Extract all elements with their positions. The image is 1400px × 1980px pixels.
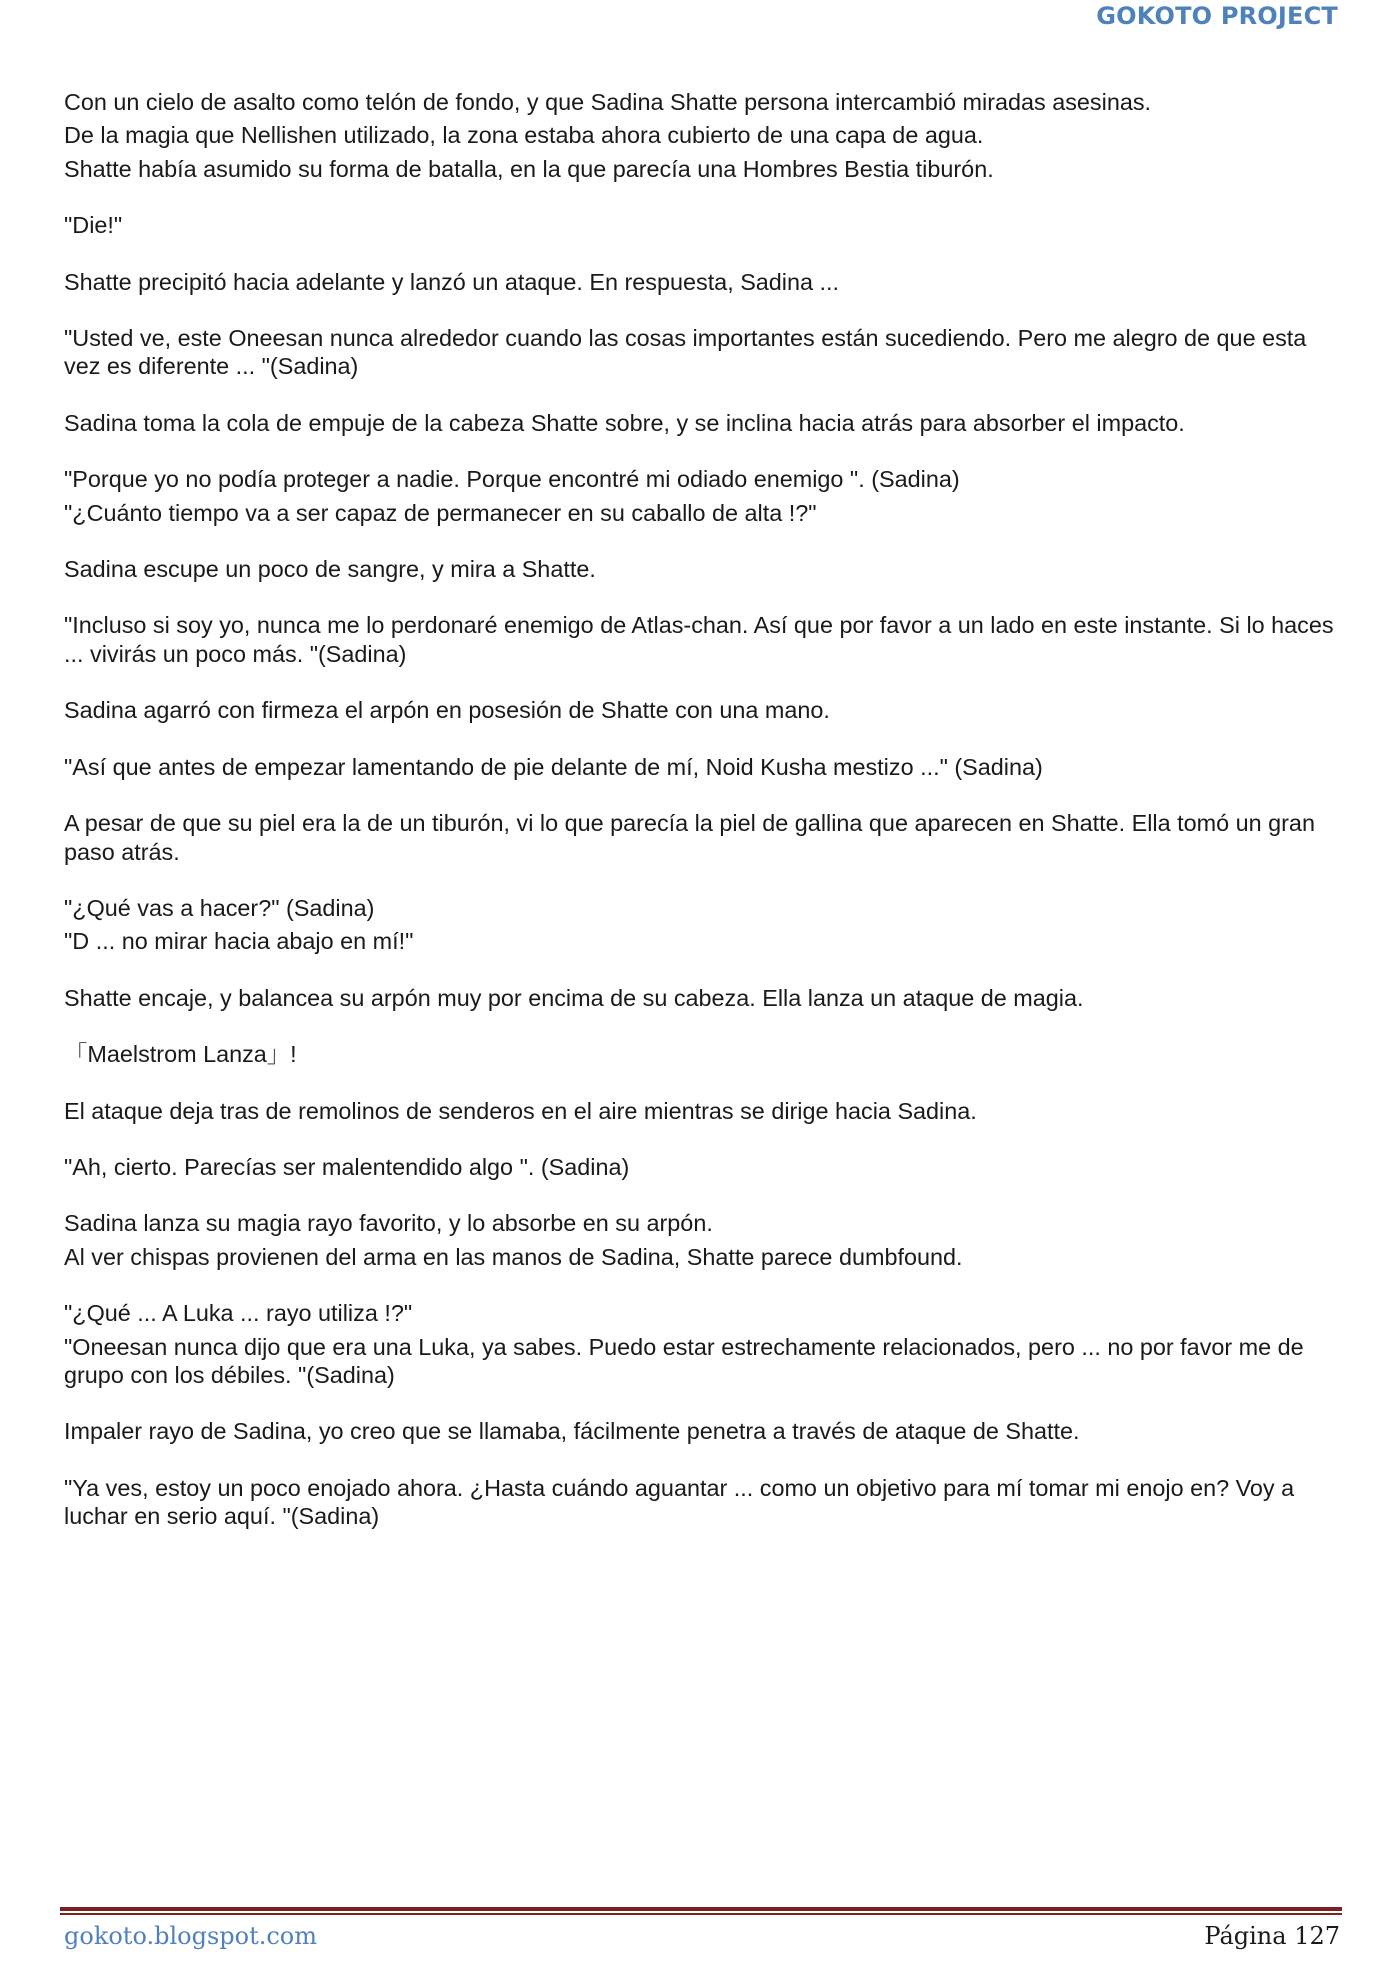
paragraph: "Porque yo no podía proteger a nadie. Porque encontré mi odiado enemigo ". (Sadina) <box>64 466 960 493</box>
header-project-title: GOKOTO PROJECT <box>1096 2 1338 30</box>
footer-site-link[interactable]: gokoto.blogspot.com <box>64 1922 318 1950</box>
paragraph: De la magia que Nellishen utilizado, la zona estaba ahora cubierto de una capa de agua. <box>64 122 984 149</box>
paragraph: "Incluso si soy yo, nunca me lo perdonaré enemigo de Atlas-chan. Así que por favor a un lado en este instante. Si lo haces ... vivirás un poco más. "(Sadina) <box>64 612 1334 667</box>
paragraph: "Usted ve, este Oneesan nunca alrededor cuando las cosas importantes están sucediendo. Pero me alegro de que esta vez es diferente ... "(Sadina) <box>64 325 1307 380</box>
paragraph: "Ya ves, estoy un poco enojado ahora. ¿Hasta cuándo aguantar ... como un objetivo para mí tomar mi enojo en? Voy a luchar en serio aquí. "(Sadina) <box>64 1474 1295 1530</box>
document-body <box>64 88 1344 1531</box>
paragraph: "Oneesan nunca dijo que era una Luka, ya sabes. Puedo estar estrechamente relacionados, pero ... no por favor me de grupo con los débiles. "(Sadina) <box>64 1333 1304 1388</box>
paragraph: Shatte había asumido su forma de batalla, en la que parecía una Hombres Bestia tiburón. <box>64 155 994 182</box>
paragraph: 「Maelstrom Lanza」! <box>64 1041 297 1068</box>
paragraph: Impaler rayo de Sadina, yo creo que se llamaba, fácilmente penetra a través de ataque de Shatte. <box>64 1418 1080 1445</box>
paragraph: "¿Qué ... A Luka ... rayo utiliza !?" <box>64 1300 413 1327</box>
paragraph: Sadina escupe un poco de sangre, y mira a Shatte. <box>64 556 596 583</box>
paragraph: "Ah, cierto. Parecías ser malentendido algo ". (Sadina) <box>64 1153 630 1180</box>
footer-divider <box>60 1907 1342 1915</box>
paragraph: "Die!" <box>64 212 123 239</box>
paragraph: Shatte precipitó hacia adelante y lanzó un ataque. En respuesta, Sadina ... <box>64 268 840 295</box>
footer-page-number: Página 127 <box>1204 1922 1340 1950</box>
paragraph: Shatte encaje, y balancea su arpón muy por encima de su cabeza. Ella lanza un ataque de magia. <box>64 984 1084 1011</box>
paragraph: Sadina lanza su magia rayo favorito, y lo absorbe en su arpón. <box>64 1210 713 1237</box>
paragraph: Con un cielo de asalto como telón de fondo, y que Sadina Shatte persona intercambió miradas asesinas. <box>64 89 1152 115</box>
paragraph: "D ... no mirar hacia abajo en mí!" <box>64 928 414 955</box>
paragraph: A pesar de que su piel era la de un tiburón, vi lo que parecía la piel de gallina que aparecen en Shatte. Ella tomó un gran paso atrás. <box>64 810 1315 865</box>
paragraph: Al ver chispas provienen del arma en las manos de Sadina, Shatte parece dumbfound. <box>64 1243 963 1270</box>
paragraph: "¿Cuánto tiempo va a ser capaz de permanecer en su caballo de alta !?" <box>64 499 817 526</box>
paragraph: "Así que antes de empezar lamentando de pie delante de mí, Noid Kusha mestizo ..." (Sadina) <box>64 753 1043 780</box>
paragraph: "¿Qué vas a hacer?" (Sadina) <box>64 894 375 921</box>
paragraph: El ataque deja tras de remolinos de senderos en el aire mientras se dirige hacia Sadina. <box>64 1097 977 1124</box>
paragraph: Sadina agarró con firmeza el arpón en posesión de Shatte con una mano. <box>64 697 830 724</box>
paragraph: Sadina toma la cola de empuje de la cabeza Shatte sobre, y se inclina hacia atrás para absorber el impacto. <box>64 409 1185 436</box>
